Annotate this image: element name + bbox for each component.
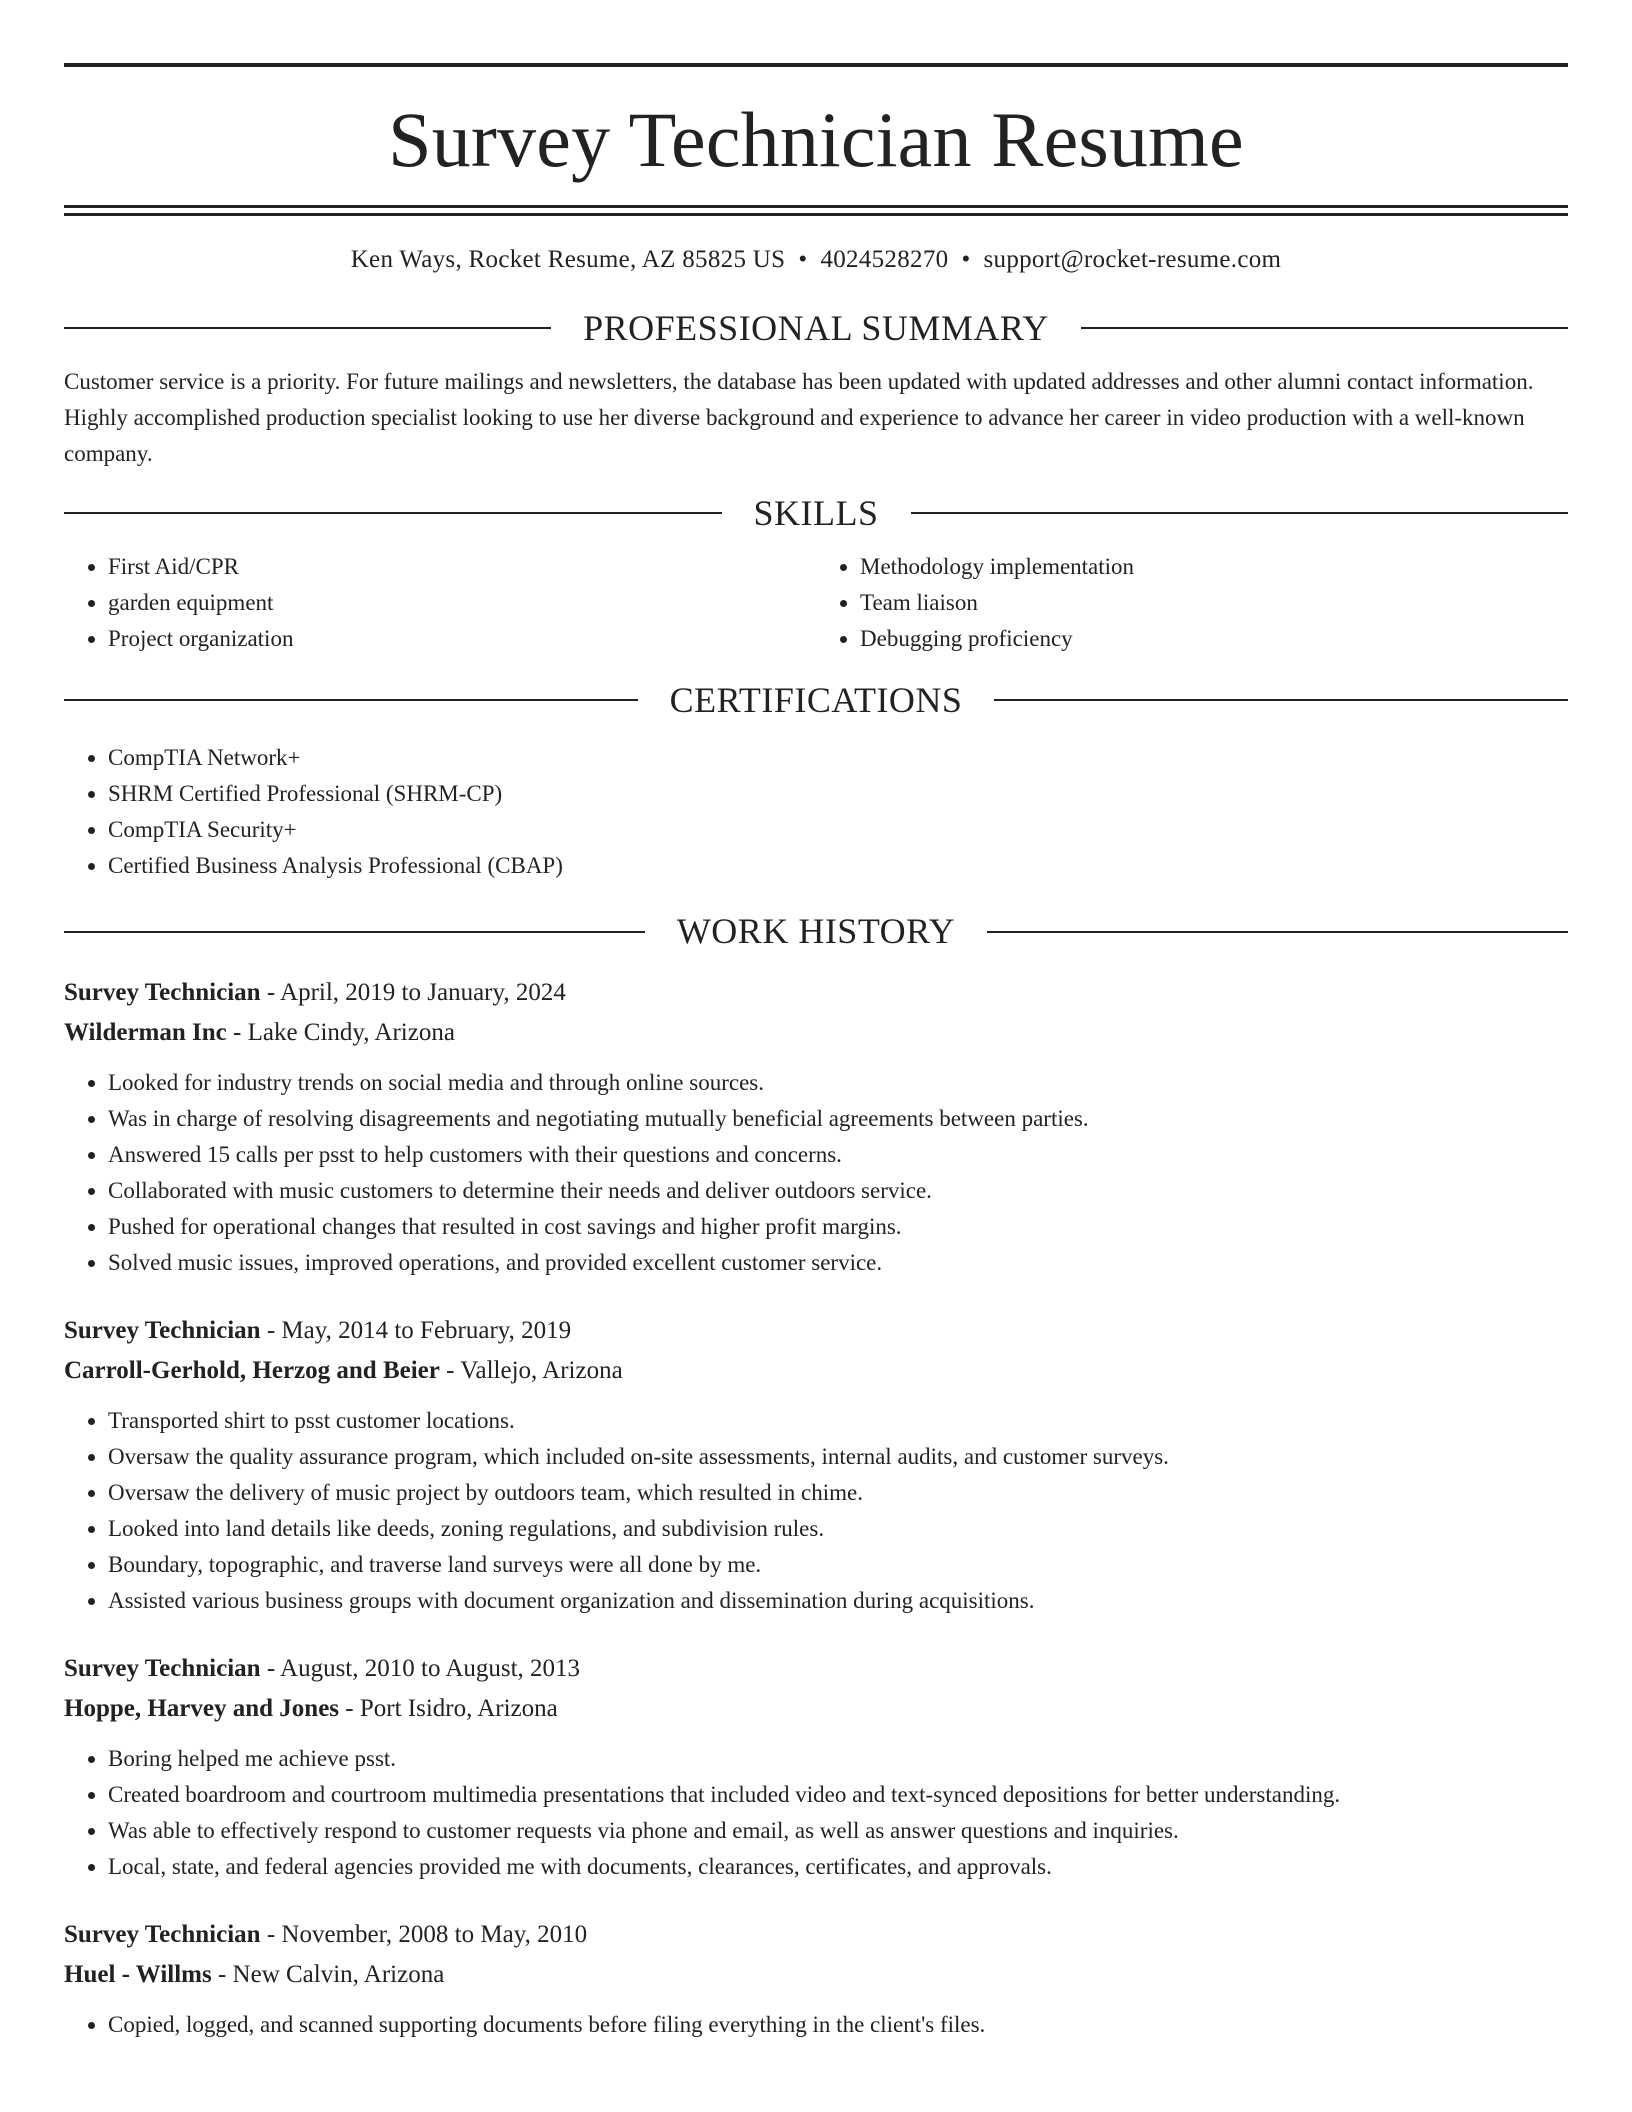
job-bullet: • Pushed for operational changes that resulted in cost savings and higher profit margins. xyxy=(108,1209,1568,1245)
summary-text: Customer service is a priority. For future mailings and newsletters, the database has been updated with updated addresses and other alumni contact information. Highly accomplished production specialist looking to use her diverse background and experience to advance her career in video production with a well-known company. xyxy=(64,368,1534,466)
certification-item: • CompTIA Network+ xyxy=(108,740,1568,776)
job-company: Carroll-Gerhold, Herzog and Beier xyxy=(64,1357,440,1385)
job-bullet: • Looked into land details like deeds, zoning regulations, and subdivision rules. xyxy=(108,1511,1568,1547)
certification-item: • Certified Business Analysis Professional (CBAP) xyxy=(108,848,1568,884)
job-title-line xyxy=(64,1311,1568,1351)
job-bullet: • Local, state, and federal agencies provided me with documents, clearances, certificates, and approvals. xyxy=(108,1849,1568,1885)
job-bullets xyxy=(64,1065,1568,1281)
section-title: PROFESSIONAL SUMMARY xyxy=(583,307,1049,348)
section-rule-left xyxy=(64,931,645,933)
job-title: Survey Technician xyxy=(64,1921,261,1949)
job-bullet: • Transported shirt to psst customer locations. xyxy=(108,1403,1568,1439)
job-company-line xyxy=(64,1955,1568,1995)
contact-separator: • xyxy=(961,246,971,273)
job-company-line xyxy=(64,1013,1568,1053)
job-bullet: • Copied, logged, and scanned supporting documents before filing everything in the client's files. xyxy=(108,2007,1568,2043)
certification-item: • SHRM Certified Professional (SHRM-CP) xyxy=(108,776,1568,812)
job-location: - New Calvin, Arizona xyxy=(211,1961,445,1989)
section-header-certifications xyxy=(64,679,1568,722)
section-rule-left xyxy=(64,512,722,514)
contact-email: support@rocket-resume.com xyxy=(983,246,1282,273)
skill-item: • Team liaison xyxy=(860,585,1568,621)
job-company: Huel - Willms xyxy=(64,1961,212,1989)
job-entry xyxy=(64,1915,1568,2043)
job-title: Survey Technician xyxy=(64,979,261,1007)
page-title: Survey Technician Resume xyxy=(388,96,1244,183)
job-entry xyxy=(64,1311,1568,1619)
contact-line xyxy=(64,244,1568,277)
section-rule-right xyxy=(911,512,1569,514)
job-bullet: • Oversaw the delivery of music project by outdoors team, which resulted in chime. xyxy=(108,1475,1568,1511)
job-bullet: • Collaborated with music customers to determine their needs and deliver outdoors service. xyxy=(108,1173,1568,1209)
title-double-rule xyxy=(64,205,1568,216)
job-bullet: • Oversaw the quality assurance program, which included on-site assessments, internal audits, and customer surveys. xyxy=(108,1439,1568,1475)
section-title: SKILLS xyxy=(753,492,879,533)
job-bullet: • Solved music issues, improved operations, and provided excellent customer service. xyxy=(108,1245,1568,1281)
job-bullet: • Looked for industry trends on social media and through online sources. xyxy=(108,1065,1568,1101)
job-company-line xyxy=(64,1689,1568,1729)
skill-item: • First Aid/CPR xyxy=(108,549,816,585)
job-bullet: • Answered 15 calls per psst to help customers with their questions and concerns. xyxy=(108,1137,1568,1173)
contact-address: Ken Ways, Rocket Resume, AZ 85825 US xyxy=(350,246,786,273)
contact-phone: 4024528270 xyxy=(820,246,949,273)
section-header-work-history xyxy=(64,910,1568,953)
section-title: WORK HISTORY xyxy=(676,911,956,952)
job-entry xyxy=(64,973,1568,1281)
job-bullet: • Boundary, topographic, and traverse land surveys were all done by me. xyxy=(108,1547,1568,1583)
section-header-summary xyxy=(64,307,1568,350)
section-rule-right xyxy=(1081,327,1568,329)
skills-column-right xyxy=(816,549,1568,657)
certification-item: • CompTIA Security+ xyxy=(108,812,1568,848)
job-bullets xyxy=(64,2007,1568,2043)
contact-separator: • xyxy=(798,246,808,273)
job-bullets xyxy=(64,1403,1568,1619)
job-title-line xyxy=(64,1649,1568,1689)
skill-item: • garden equipment xyxy=(108,585,816,621)
skill-item: • Methodology implementation xyxy=(860,549,1568,585)
job-dates: - August, 2010 to August, 2013 xyxy=(260,1655,581,1683)
job-title-line xyxy=(64,1915,1568,1955)
job-title: Survey Technician xyxy=(64,1655,261,1683)
skills-list xyxy=(64,549,1568,657)
job-company-line xyxy=(64,1351,1568,1391)
job-bullet: • Was able to effectively respond to customer requests via phone and email, as well as answer questions and inquiries. xyxy=(108,1813,1568,1849)
job-location: - Lake Cindy, Arizona xyxy=(226,1019,455,1047)
skill-item: • Debugging proficiency xyxy=(860,621,1568,657)
job-title: Survey Technician xyxy=(64,1317,261,1345)
job-bullet: • Assisted various business groups with document organization and dissemination during acquisitions. xyxy=(108,1583,1568,1619)
section-title: CERTIFICATIONS xyxy=(669,679,963,720)
job-bullet: • Was in charge of resolving disagreements and negotiating mutually beneficial agreements between parties. xyxy=(108,1101,1568,1137)
job-location: - Vallejo, Arizona xyxy=(439,1357,623,1385)
certifications-list xyxy=(64,740,1568,884)
job-company: Wilderman Inc xyxy=(64,1019,227,1047)
resume-page xyxy=(64,0,1568,2043)
job-bullet: • Created boardroom and courtroom multimedia presentations that included video and text-synced depositions for better understanding. xyxy=(108,1777,1568,1813)
skills-column-left xyxy=(64,549,816,657)
job-dates: - April, 2019 to January, 2024 xyxy=(260,979,566,1007)
section-header-skills xyxy=(64,492,1568,535)
job-bullet: • Boring helped me achieve psst. xyxy=(108,1741,1568,1777)
job-bullets xyxy=(64,1741,1568,1885)
job-location: - Port Isidro, Arizona xyxy=(339,1695,558,1723)
job-company: Hoppe, Harvey and Jones xyxy=(64,1695,340,1723)
job-dates: - November, 2008 to May, 2010 xyxy=(260,1921,588,1949)
section-rule-left xyxy=(64,327,551,329)
job-entry xyxy=(64,1649,1568,1885)
job-title-line xyxy=(64,973,1568,1013)
job-dates: - May, 2014 to February, 2019 xyxy=(260,1317,572,1345)
skill-item: • Project organization xyxy=(108,621,816,657)
section-rule-right xyxy=(987,931,1568,933)
section-rule-right xyxy=(994,699,1568,701)
section-rule-left xyxy=(64,699,638,701)
top-rule xyxy=(64,63,1568,67)
